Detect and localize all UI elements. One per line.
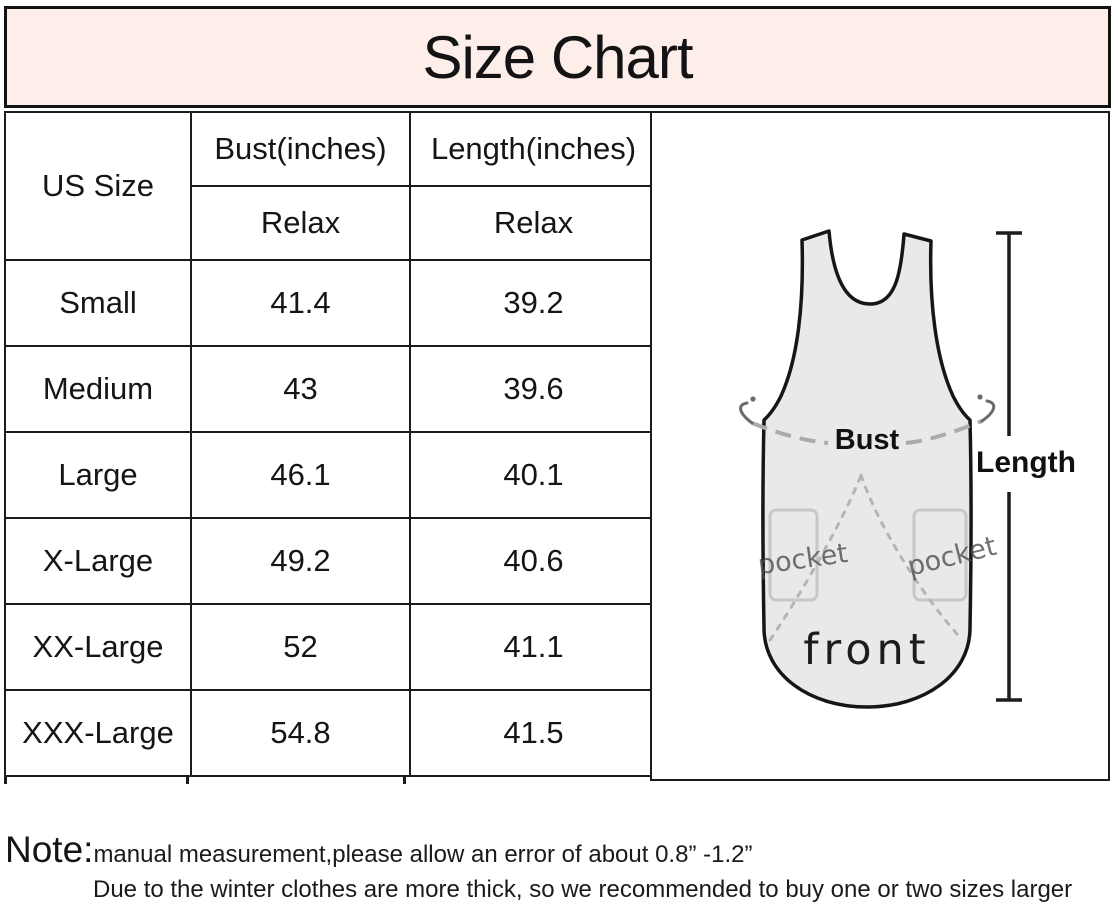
- col-header-bust: Bust(inches): [191, 112, 410, 186]
- bust-cell: 46.1: [191, 432, 410, 518]
- length-cell: 39.2: [410, 260, 657, 346]
- note-section: [5, 831, 1115, 902]
- table-row: [5, 432, 657, 518]
- table-row: [5, 518, 657, 604]
- size-cell: Small: [5, 260, 191, 346]
- length-cell: 40.1: [410, 432, 657, 518]
- length-cell: 40.6: [410, 518, 657, 604]
- note-line2-text: Due to the winter clothes are more thick, so we recommended to buy one or two sizes larger: [93, 876, 1073, 903]
- pocket-left-label: pocket: [755, 537, 850, 582]
- subheader-bust-relax: Relax: [191, 186, 410, 260]
- length-cell: 41.1: [410, 604, 657, 690]
- note-line-1: [5, 831, 1115, 868]
- front-label: front: [803, 625, 931, 675]
- bust-cell: 43: [191, 346, 410, 432]
- table-row: [5, 346, 657, 432]
- table-edge-stub: [403, 776, 406, 784]
- garment-diagram-panel: [650, 111, 1110, 781]
- bust-arrow-curl-right: [982, 401, 994, 421]
- table-row: [5, 690, 657, 776]
- note-prefix: Note:: [5, 829, 94, 870]
- table-row: [5, 604, 657, 690]
- pocket-right-label: pocket: [904, 530, 1000, 583]
- col-header-us-size: US Size: [5, 112, 191, 260]
- size-cell: Medium: [5, 346, 191, 432]
- bust-arrow-curl-left: [741, 403, 752, 423]
- page-title: Size Chart: [422, 23, 693, 91]
- size-table: [4, 111, 658, 777]
- bust-cell: 54.8: [191, 690, 410, 776]
- table-edge-stub: [186, 776, 189, 784]
- size-cell: X-Large: [5, 518, 191, 604]
- col-header-length: Length(inches): [410, 112, 657, 186]
- subheader-length-relax: Relax: [410, 186, 657, 260]
- bust-arrow-dot-right: [977, 394, 982, 399]
- note-line1-text: manual measurement,please allow an error of about 0.8” -1.2”: [93, 841, 753, 868]
- bust-cell: 49.2: [191, 518, 410, 604]
- bust-cell: 41.4: [191, 260, 410, 346]
- bust-label: Bust: [834, 424, 900, 456]
- table-row: [5, 260, 657, 346]
- bust-cell: 52: [191, 604, 410, 690]
- table-edge-stub: [4, 776, 7, 784]
- size-cell: XXX-Large: [5, 690, 191, 776]
- length-label: Length: [976, 446, 1076, 479]
- length-cell: 41.5: [410, 690, 657, 776]
- title-banner: [4, 6, 1111, 108]
- size-cell: XX-Large: [5, 604, 191, 690]
- apron-diagram: [652, 113, 1104, 775]
- length-cell: 39.6: [410, 346, 657, 432]
- bust-arrow-dot-left: [750, 396, 755, 401]
- size-cell: Large: [5, 432, 191, 518]
